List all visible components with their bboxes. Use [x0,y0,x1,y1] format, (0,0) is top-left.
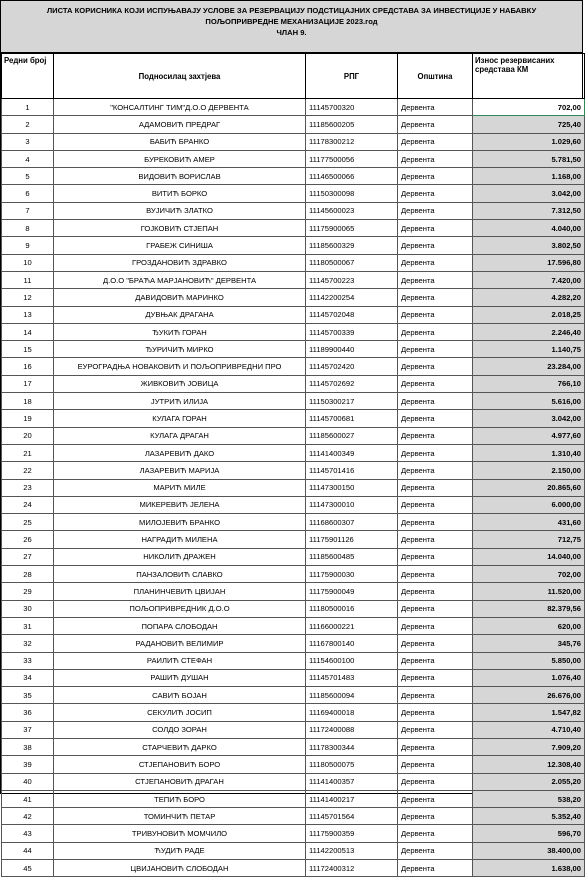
cell-amount: 702,00 [473,99,585,116]
cell-amount: 26.676,00 [473,687,585,704]
cell-rpg: 11185600205 [306,116,398,133]
cell-rpg: 11147300150 [306,479,398,496]
cell-rpg: 11147300010 [306,496,398,513]
cell-applicant: ВИДОВИЋ ВОРИСЛАВ [54,168,306,185]
cell-municipality: Дервента [398,462,473,479]
cell-applicant: ВУЈИЧИЋ ЗЛАТКО [54,202,306,219]
cell-applicant: ЂУРИЧИЋ МИРКО [54,341,306,358]
cell-amount: 3.802,50 [473,237,585,254]
cell-rpg: 11175900049 [306,583,398,600]
cell-rpg: 11167800140 [306,635,398,652]
cell-municipality: Дервента [398,687,473,704]
cell-municipality: Дервента [398,479,473,496]
cell-amount: 23.284,00 [473,358,585,375]
cell-applicant: АДАМОВИЋ ПРЕДРАГ [54,116,306,133]
table-row [2,427,585,444]
cell-number: 12 [2,289,54,306]
cell-rpg: 11145702692 [306,375,398,392]
cell-rpg: 11175901126 [306,531,398,548]
document-title [1,1,582,53]
cell-municipality: Дервента [398,185,473,202]
cell-rpg: 11178300344 [306,738,398,755]
table-row [2,652,585,669]
cell-applicant: НИКОЛИЋ ДРАЖЕН [54,548,306,565]
cell-amount: 3.042,00 [473,410,585,427]
cell-rpg: 11168600307 [306,514,398,531]
table-row [2,773,585,790]
cell-municipality: Дервента [398,202,473,219]
cell-number: 41 [2,790,54,807]
cell-applicant: ЕУРОГРАДЊА НОВАКОВИЋ И ПОЉОПРИВРЕДНИ ПРО [54,358,306,375]
cell-rpg: 11150300098 [306,185,398,202]
cell-municipality: Дервента [398,773,473,790]
cell-rpg: 11145701416 [306,462,398,479]
cell-rpg: 11145700223 [306,271,398,288]
cell-applicant: САВИЋ БОЈАН [54,687,306,704]
cell-applicant: ГРОЗДАНОВИЋ ЗДРАВКО [54,254,306,271]
cell-number: 4 [2,150,54,167]
cell-number: 30 [2,600,54,617]
cell-applicant: ПАНЗАЛОВИЋ СЛАВКО [54,566,306,583]
cell-rpg: 11180500075 [306,756,398,773]
cell-municipality: Дервента [398,669,473,686]
cell-rpg: 11142200254 [306,289,398,306]
cell-amount: 38.400,00 [473,842,585,859]
cell-amount: 4.040,00 [473,220,585,237]
cell-number: 19 [2,410,54,427]
column-header-rpg: РПГ [306,54,398,99]
cell-amount: 82.379,56 [473,600,585,617]
cell-applicant: СТЈЕПАНОВИЋ БОРО [54,756,306,773]
table-row [2,254,585,271]
cell-applicant: СОЛДО ЗОРАН [54,721,306,738]
cell-amount: 596,70 [473,825,585,842]
table-row [2,341,585,358]
cell-applicant: РАШИЋ ДУШАН [54,669,306,686]
table-row [2,306,585,323]
cell-applicant: КУЛАГА ДРАГАН [54,427,306,444]
table-row [2,479,585,496]
title-line-3: ЧЛАН 9. [276,28,307,37]
table-row [2,583,585,600]
column-header-municipality: Општина [398,54,473,99]
beneficiaries-table [1,53,585,877]
cell-rpg: 11154600100 [306,652,398,669]
table-row [2,548,585,565]
table-row [2,202,585,219]
table-row [2,133,585,150]
cell-number: 24 [2,496,54,513]
cell-rpg: 11166000221 [306,617,398,634]
cell-amount: 1.638,00 [473,860,585,877]
cell-applicant: "КОНСАЛТИНГ ТИМ"Д.О.О ДЕРВЕНТА [54,99,306,116]
cell-amount: 345,76 [473,635,585,652]
cell-municipality: Дервента [398,358,473,375]
cell-amount: 5.352,40 [473,808,585,825]
cell-applicant: ЛАЗАРЕВИЋ ДАКО [54,444,306,461]
table-row [2,358,585,375]
table-row [2,375,585,392]
table-row [2,566,585,583]
table-row [2,99,585,116]
cell-number: 6 [2,185,54,202]
cell-amount: 2.150,00 [473,462,585,479]
cell-rpg: 11169400018 [306,704,398,721]
cell-municipality: Дервента [398,150,473,167]
cell-number: 44 [2,842,54,859]
cell-number: 9 [2,237,54,254]
table-row [2,168,585,185]
cell-amount: 1.140,75 [473,341,585,358]
cell-number: 14 [2,323,54,340]
cell-number: 18 [2,393,54,410]
cell-applicant: ЈУТРИЋ ИЛИЈА [54,393,306,410]
cell-number: 35 [2,687,54,704]
table-row [2,825,585,842]
cell-amount: 20.865,60 [473,479,585,496]
cell-applicant: Д.О.О "БРАЋА МАРЈАНОВИЋ" ДЕРВЕНТА [54,271,306,288]
table-row [2,687,585,704]
table-header-row [2,54,585,99]
cell-number: 22 [2,462,54,479]
cell-municipality: Дервента [398,289,473,306]
cell-amount: 5.850,00 [473,652,585,669]
cell-rpg: 11189900440 [306,341,398,358]
cell-rpg: 11185600329 [306,237,398,254]
cell-applicant: ЛАЗАРЕВИЋ МАРИЈА [54,462,306,479]
cell-applicant: ЂУКИЋ ГОРАН [54,323,306,340]
cell-amount: 7.312,50 [473,202,585,219]
cell-amount: 2.018,25 [473,306,585,323]
cell-number: 29 [2,583,54,600]
cell-rpg: 11180500016 [306,600,398,617]
cell-applicant: ВИТИЋ БОРКО [54,185,306,202]
cell-applicant: БУРЕКОВИЋ АМЕР [54,150,306,167]
cell-amount: 5.781,50 [473,150,585,167]
cell-amount: 431,60 [473,514,585,531]
cell-municipality: Дервента [398,790,473,807]
cell-number: 17 [2,375,54,392]
cell-municipality: Дервента [398,842,473,859]
table-row [2,237,585,254]
cell-rpg: 11175900065 [306,220,398,237]
cell-rpg: 11185600485 [306,548,398,565]
cell-municipality: Дервента [398,271,473,288]
cell-number: 21 [2,444,54,461]
cell-municipality: Дервента [398,168,473,185]
cell-applicant: СТАРЧЕВИЋ ДАРКО [54,738,306,755]
table-row [2,600,585,617]
cell-number: 34 [2,669,54,686]
cell-applicant: ТОМИНЧИЋ ПЕТАР [54,808,306,825]
cell-municipality: Дервента [398,825,473,842]
cell-number: 23 [2,479,54,496]
cell-number: 1 [2,99,54,116]
cell-municipality: Дервента [398,220,473,237]
table-row [2,323,585,340]
cell-rpg: 11185600094 [306,687,398,704]
table-body [2,99,585,877]
cell-municipality: Дервента [398,635,473,652]
cell-municipality: Дервента [398,410,473,427]
cell-rpg: 11145702048 [306,306,398,323]
cell-applicant: ТРИВУНОВИЋ МОМЧИЛО [54,825,306,842]
cell-rpg: 11175900359 [306,825,398,842]
cell-municipality: Дервента [398,756,473,773]
cell-amount: 7.909,20 [473,738,585,755]
cell-municipality: Дервента [398,860,473,877]
cell-amount: 6.000,00 [473,496,585,513]
cell-applicant: ЦВИЈАНОВИЋ СЛОБОДАН [54,860,306,877]
cell-rpg: 11145701483 [306,669,398,686]
cell-amount: 12.308,40 [473,756,585,773]
cell-number: 10 [2,254,54,271]
cell-amount: 1.029,60 [473,133,585,150]
cell-number: 3 [2,133,54,150]
table-row [2,116,585,133]
cell-rpg: 11185600027 [306,427,398,444]
cell-municipality: Дервента [398,133,473,150]
cell-applicant: ПОЉОПРИВРЕДНИК Д.О.О [54,600,306,617]
cell-amount: 4.977,60 [473,427,585,444]
table-row [2,669,585,686]
cell-amount: 4.710,40 [473,721,585,738]
table-row [2,220,585,237]
cell-amount: 2.246,40 [473,323,585,340]
cell-municipality: Дервента [398,254,473,271]
cell-municipality: Дервента [398,496,473,513]
cell-municipality: Дервента [398,341,473,358]
table-row [2,738,585,755]
cell-number: 8 [2,220,54,237]
cell-applicant: КУЛАГА ГОРАН [54,410,306,427]
cell-amount: 1.076,40 [473,669,585,686]
table-row [2,289,585,306]
cell-applicant: ЋУДИЋ РАДЕ [54,842,306,859]
cell-municipality: Дервента [398,617,473,634]
cell-rpg: 11175900030 [306,566,398,583]
cell-rpg: 11145702420 [306,358,398,375]
table-row [2,808,585,825]
cell-number: 25 [2,514,54,531]
cell-number: 31 [2,617,54,634]
cell-municipality: Дервента [398,237,473,254]
cell-number: 37 [2,721,54,738]
cell-applicant: ПОПАРА СЛОБОДАН [54,617,306,634]
cell-number: 27 [2,548,54,565]
cell-rpg: 11177500056 [306,150,398,167]
cell-number: 26 [2,531,54,548]
cell-applicant: ЖИВКОВИЋ ЈОВИЦА [54,375,306,392]
cell-municipality: Дервента [398,116,473,133]
table-row [2,531,585,548]
cell-municipality: Дервента [398,531,473,548]
table-row [2,462,585,479]
table-row [2,444,585,461]
cell-applicant: ДУВЊАК ДРАГАНА [54,306,306,323]
cell-amount: 1.310,40 [473,444,585,461]
table-row [2,410,585,427]
cell-municipality: Дервента [398,427,473,444]
cell-municipality: Дервента [398,583,473,600]
cell-applicant: ГРАБЕЖ СИНИША [54,237,306,254]
title-line-1: ЛИСТА КОРИСНИКА КОЈИ ИСПУЊАВАЈУ УСЛОВЕ ЗА РЕЗЕРВАЦИЈУ ПОДСТИЦАЈНИХ СРЕДСТАВА ЗА ИНВЕСТИЦИЈЕ У НАБАВКУ [46,6,537,15]
cell-applicant: СТЈЕПАНОВИЋ ДРАГАН [54,773,306,790]
cell-number: 13 [2,306,54,323]
cell-amount: 11.520,00 [473,583,585,600]
table-row [2,704,585,721]
cell-municipality: Дервента [398,600,473,617]
cell-amount: 5.616,00 [473,393,585,410]
cell-rpg: 11178300212 [306,133,398,150]
cell-rpg: 11146500066 [306,168,398,185]
cell-applicant: НАГРАДИЋ МИЛЕНА [54,531,306,548]
cell-applicant: ТЕПИЋ БОРО [54,790,306,807]
cell-number: 7 [2,202,54,219]
cell-applicant: БАБИЋ БРАНКО [54,133,306,150]
cell-amount: 17.596,80 [473,254,585,271]
cell-amount: 4.282,20 [473,289,585,306]
table-row [2,514,585,531]
cell-rpg: 11145600023 [306,202,398,219]
cell-number: 16 [2,358,54,375]
cell-municipality: Дервента [398,514,473,531]
cell-number: 45 [2,860,54,877]
cell-municipality: Дервента [398,652,473,669]
cell-number: 40 [2,773,54,790]
cell-municipality: Дервента [398,808,473,825]
table-row [2,185,585,202]
column-header-number: Редни број [2,54,54,99]
cell-municipality: Дервента [398,738,473,755]
table-row [2,635,585,652]
table-row [2,790,585,807]
cell-amount: 2.055,20 [473,773,585,790]
table-row [2,842,585,859]
cell-rpg: 11145700320 [306,99,398,116]
cell-applicant: ГОЈКОВИЋ СТЈЕПАН [54,220,306,237]
cell-municipality: Дервента [398,393,473,410]
cell-rpg: 11141400349 [306,444,398,461]
cell-amount: 538,20 [473,790,585,807]
cell-municipality: Дервента [398,721,473,738]
cell-applicant: ПЛАНИНЧЕВИЋ ЦВИЈАН [54,583,306,600]
cell-amount: 3.042,00 [473,185,585,202]
cell-municipality: Дервента [398,306,473,323]
column-header-applicant: Подносилац захтјева [54,54,306,99]
cell-applicant: СЕКУЛИЋ ЈОСИП [54,704,306,721]
table-row [2,617,585,634]
cell-rpg: 11145701564 [306,808,398,825]
cell-number: 36 [2,704,54,721]
cell-number: 15 [2,341,54,358]
cell-rpg: 11150300217 [306,393,398,410]
title-line-2: ПОЉОПРИВРЕДНЕ МЕХАНИЗАЦИЈЕ 2023.год [205,17,378,26]
table-row [2,860,585,877]
cell-number: 28 [2,566,54,583]
cell-applicant: РАИЛИЋ СТЕФАН [54,652,306,669]
cell-municipality: Дервента [398,323,473,340]
table-row [2,150,585,167]
cell-municipality: Дервента [398,99,473,116]
cell-applicant: МИЛОЈЕВИЋ БРАНКО [54,514,306,531]
cell-municipality: Дервента [398,704,473,721]
cell-amount: 7.420,00 [473,271,585,288]
cell-rpg: 11180500067 [306,254,398,271]
table-row [2,393,585,410]
cell-applicant: МИКЕРЕВИЋ ЈЕЛЕНА [54,496,306,513]
cell-amount: 620,00 [473,617,585,634]
cell-amount: 14.040,00 [473,548,585,565]
cell-number: 39 [2,756,54,773]
cell-amount: 712,75 [473,531,585,548]
cell-number: 43 [2,825,54,842]
cell-amount: 766,10 [473,375,585,392]
cell-applicant: МАРИЋ МИЛЕ [54,479,306,496]
cell-number: 38 [2,738,54,755]
cell-municipality: Дервента [398,375,473,392]
cell-amount: 1.547,82 [473,704,585,721]
cell-municipality: Дервента [398,566,473,583]
table-row [2,271,585,288]
cell-applicant: РАДАНОВИЋ ВЕЛИМИР [54,635,306,652]
cell-number: 32 [2,635,54,652]
cell-rpg: 11141400357 [306,773,398,790]
cell-rpg: 11145700339 [306,323,398,340]
cell-rpg: 11145700681 [306,410,398,427]
cell-number: 42 [2,808,54,825]
table-row [2,721,585,738]
table-row [2,496,585,513]
cell-rpg: 11172400312 [306,860,398,877]
cell-municipality: Дервента [398,444,473,461]
cell-amount: 702,00 [473,566,585,583]
cell-rpg: 11172400088 [306,721,398,738]
cell-number: 5 [2,168,54,185]
table-row [2,756,585,773]
cell-municipality: Дервента [398,548,473,565]
cell-number: 33 [2,652,54,669]
cell-rpg: 11141400217 [306,790,398,807]
cell-amount: 725,40 [473,116,585,133]
cell-number: 2 [2,116,54,133]
cell-number: 20 [2,427,54,444]
cell-amount: 1.168,00 [473,168,585,185]
cell-number: 11 [2,271,54,288]
cell-applicant: ДАВИДОВИЋ МАРИНКО [54,289,306,306]
cell-rpg: 11142200513 [306,842,398,859]
column-header-amount: Износ резервисаних средстава КМ [473,54,585,99]
